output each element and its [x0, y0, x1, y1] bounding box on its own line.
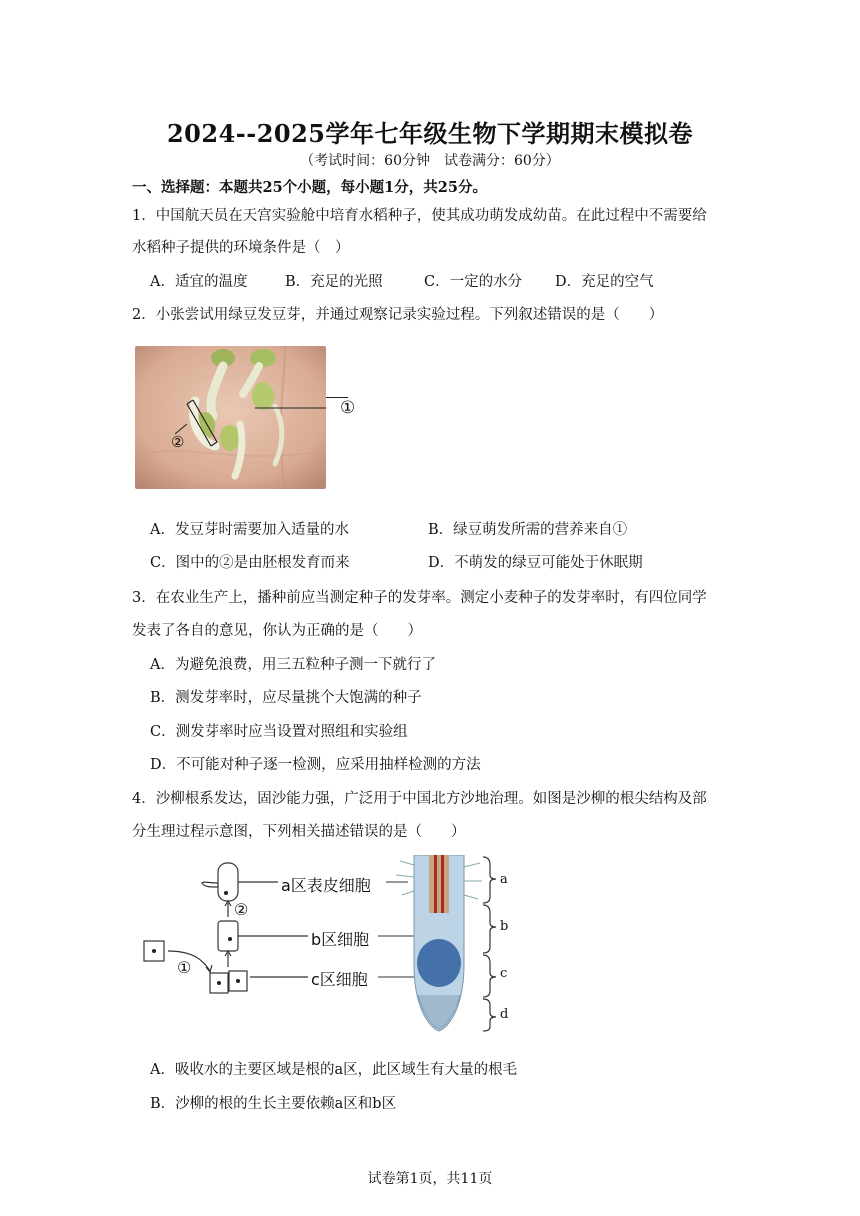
exam-info: （考试时间：60分钟 试卷满分：60分） [300, 153, 560, 169]
zone-label-a: a [500, 872, 508, 887]
zone-label-b: b [500, 919, 509, 934]
q1-option-a: A．适宜的温度 [150, 274, 248, 290]
q3-option-a: A．为避免浪费，用三五粒种子测一下就行了 [150, 657, 436, 673]
q4-stem-line2: 分生理过程示意图，下列相关描述错误的是（ ） [132, 824, 466, 840]
q2-option-d: D．不萌发的绿豆可能处于休眠期 [428, 555, 643, 571]
q1-stem-line2: 水稻种子提供的环境条件是（ ） [132, 240, 350, 256]
label-cell-c: c区细胞 [311, 970, 368, 989]
q3-stem-line2: 发表了各自的意见，你认为正确的是（ ） [132, 623, 422, 639]
q1-option-c: C．一定的水分 [424, 274, 523, 290]
q1-option-b: B．充足的光照 [285, 274, 383, 290]
q2-label-2: ② [171, 433, 185, 451]
q3-option-d: D．不可能对种子逐一检测，应采用抽样检测的方法 [150, 757, 481, 773]
q2-stem: 2．小张尝试用绿豆发豆芽，并通过观察记录实验过程。下列叙述错误的是（ ） [132, 307, 664, 323]
q2-option-a: A．发豆芽时需要加入适量的水 [150, 522, 349, 538]
section-heading: 一、选择题：本题共25个小题，每小题1分，共25分。 [132, 179, 487, 196]
q3-option-b: B．测发芽率时，应尽量挑个大饱满的种子 [150, 690, 422, 706]
q4-option-a: A．吸收水的主要区域是根的a区，此区域生有大量的根毛 [150, 1062, 518, 1078]
q3-option-c: C．测发芽率时应当设置对照组和实验组 [150, 724, 408, 740]
label-process-1: ① [177, 958, 192, 977]
q4-stem-line1: 4．沙柳根系发达，固沙能力强，广泛用于中国北方沙地治理。如图是沙柳的根尖结构及部 [132, 791, 707, 807]
mung-bean-sprout-photo [135, 346, 326, 489]
label-cell-a: a区表皮细胞 [281, 876, 371, 895]
q4-option-b: B．沙柳的根的生长主要依赖a区和b区 [150, 1096, 397, 1112]
q1-stem-line1: 1．中国航天员在天宫实验舱中培育水稻种子，使其成功萌发成幼苗。在此过程中不需要给 [132, 208, 707, 224]
q1-option-d: D．充足的空气 [555, 274, 654, 290]
page-title: 2024--2025学年七年级生物下学期期末模拟卷 [166, 119, 693, 148]
q2-option-c: C．图中的②是由胚根发育而来 [150, 555, 350, 571]
zone-label-d: d [500, 1007, 509, 1022]
zone-label-c: c [500, 966, 508, 981]
q2-option-b: B．绿豆萌发所需的营养来自① [428, 522, 628, 538]
label-cell-b: b区细胞 [311, 930, 370, 949]
page-footer: 试卷第1页，共11页 [367, 1171, 493, 1187]
label-process-2: ② [234, 900, 249, 919]
q3-stem-line1: 3．在农业生产上，播种前应当测定种子的发芽率。测定小麦种子的发芽率时，有四位同学 [132, 590, 707, 606]
q2-label-1: ① [340, 398, 356, 418]
